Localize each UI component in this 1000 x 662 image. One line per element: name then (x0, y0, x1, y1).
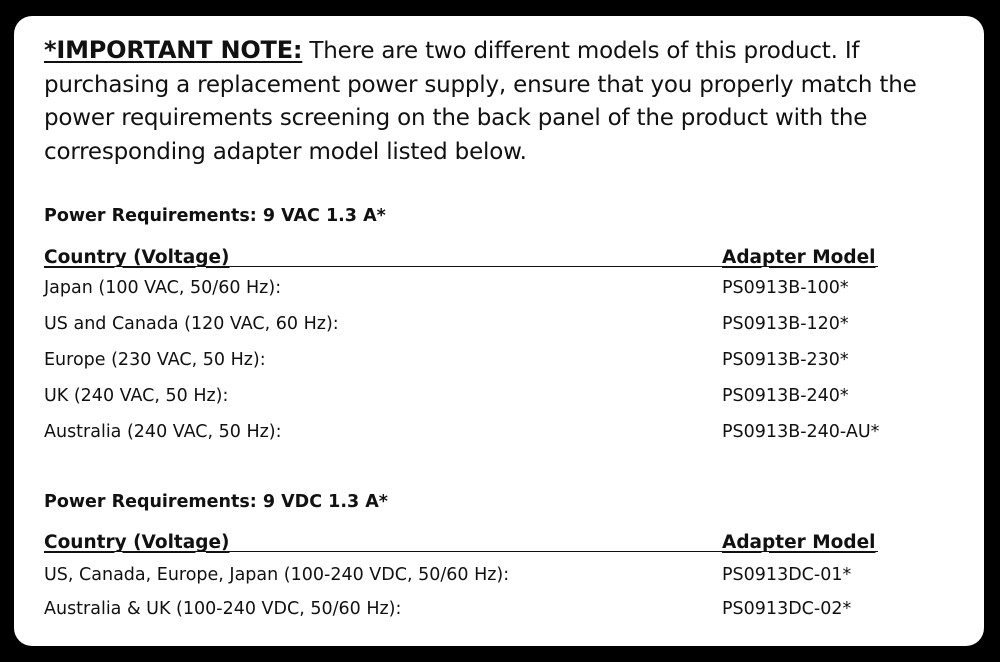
table-row (44, 350, 944, 378)
section-title-vac: Power Requirements: 9 VAC 1.3 A* (44, 206, 386, 226)
table-row (44, 386, 944, 414)
model-cell: PS0913B-240* (722, 386, 849, 406)
country-cell: Europe (230 VAC, 50 Hz): (44, 350, 266, 370)
document-card (14, 16, 984, 646)
country-cell: US and Canada (120 VAC, 60 Hz): (44, 314, 339, 334)
country-cell: Japan (100 VAC, 50/60 Hz): (44, 278, 282, 298)
important-note-lead: *IMPORTANT NOTE: (44, 36, 303, 64)
table-header-vac (44, 240, 878, 267)
model-cell: PS0913B-230* (722, 350, 849, 370)
model-cell: PS0913B-120* (722, 314, 849, 334)
section-title-vdc: Power Requirements: 9 VDC 1.3 A* (44, 492, 388, 512)
table-header-vdc (44, 525, 878, 552)
table-row (44, 565, 944, 593)
table-row (44, 422, 944, 450)
model-cell: PS0913B-240-AU* (722, 422, 880, 442)
model-cell: PS0913B-100* (722, 278, 849, 298)
table-row (44, 278, 944, 306)
table-row (44, 599, 944, 627)
country-cell: UK (240 VAC, 50 Hz): (44, 386, 229, 406)
column-header-adapter-model: Adapter Model (722, 247, 876, 268)
country-cell: US, Canada, Europe, Japan (100-240 VDC, 50/60 Hz): (44, 565, 510, 585)
country-cell: Australia & UK (100-240 VDC, 50/60 Hz): (44, 599, 402, 619)
important-note-text: There are two different models of this product. If purchasing a replacement power supply, ensure that you properly match the power requirements screening on the back panel of the product with the corresponding adapter model listed below. (44, 38, 917, 165)
table-row (44, 314, 944, 342)
column-header-adapter-model: Adapter Model (722, 532, 876, 553)
column-header-country: Country (Voltage) (44, 532, 230, 553)
model-cell: PS0913DC-02* (722, 599, 852, 619)
country-cell: Australia (240 VAC, 50 Hz): (44, 422, 282, 442)
model-cell: PS0913DC-01* (722, 565, 852, 585)
important-note (44, 34, 974, 169)
column-header-country: Country (Voltage) (44, 247, 230, 268)
